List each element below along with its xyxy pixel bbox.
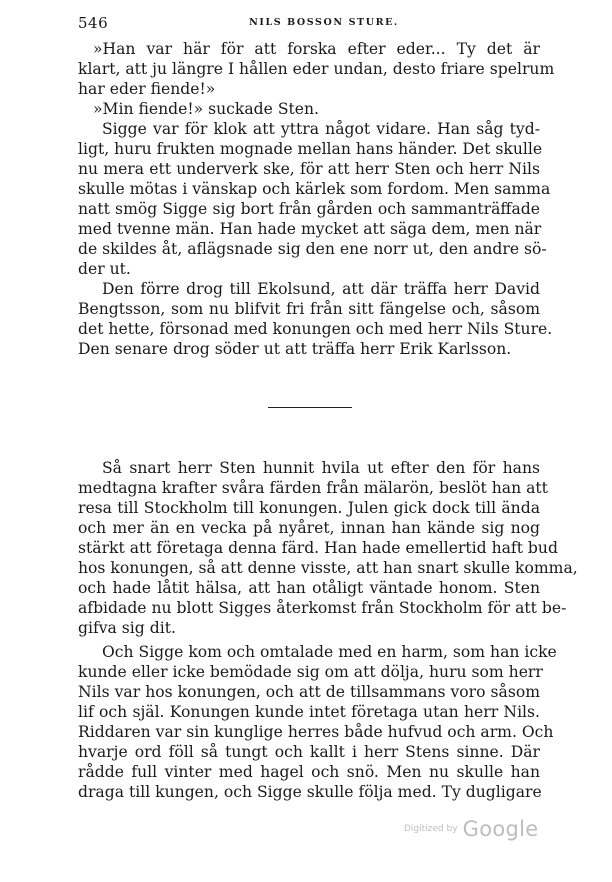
text-line: Och Sigge kom och omtalade med en harm, som han icke (102, 643, 557, 661)
google-logo: Google (462, 817, 539, 841)
text-line: hvarje ord föll så tungt och kallt i herr Stens sinne. Där (78, 743, 540, 761)
section-divider (268, 407, 352, 408)
text-line: lif och själ. Konungen kunde intet företaga utan herr Nils. (78, 703, 540, 721)
running-head: NILS BOSSON STURE. (249, 17, 399, 28)
text-line: klart, att ju längre I hållen eder undan, desto friare spelrum (78, 60, 555, 78)
text-line: kunde eller icke bemödade sig om att dölja, huru som herr (78, 663, 543, 681)
text-line: afbidade nu blott Sigges återkomst från Stockholm för att be- (78, 599, 567, 617)
text-line: »Han var här för att forska efter eder... Ty det är (93, 40, 540, 58)
text-line: har eder fiende!» (78, 80, 216, 98)
text-line: Nils var hos konungen, och att de tillsammans voro såsom (78, 683, 540, 701)
text-line: och mer än en vecka på nyåret, innan han kände sig nog (78, 519, 540, 537)
text-line: natt smög Sigge sig bort från gården och sammanträffade (78, 200, 540, 218)
text-line: de skildes åt, aflägsnade sig den ene norr ut, den andre sö- (78, 240, 547, 258)
text-line: hos konungen, så att denne visste, att han snart skulle komma, (78, 559, 578, 577)
text-line: Den förre drog till Ekolsund, att där träffa herr David (102, 280, 540, 298)
text-line: medtagna krafter svåra färden från mälarön, beslöt han att (78, 479, 548, 497)
text-line: der ut. (78, 260, 131, 278)
text-line: nu mera ett underverk ske, för att herr Sten och herr Nils (78, 160, 540, 178)
page-number: 546 (78, 14, 109, 32)
text-line: Den senare drog söder ut att träffa herr Erik Karlsson. (78, 340, 512, 358)
text-line: draga till kungen, och Sigge skulle följa med. Ty dugligare (78, 783, 542, 801)
text-line: Så snart herr Sten hunnit hvila ut efter den för hans (102, 459, 540, 477)
text-line: Bengtsson, som nu blifvit fri från sitt fängelse och, såsom (78, 300, 540, 318)
text-line: med tvenne män. Han hade mycket att säga dem, men när (78, 220, 542, 238)
text-line: skulle mötas i vänskap och kärlek som fordom. Men samma (78, 180, 551, 198)
text-line: Sigge var för klok att yttra något vidare. Han såg tyd- (102, 120, 540, 138)
text-line: gifva sig dit. (78, 619, 176, 637)
text-line: det hette, försonad med konungen och med herr Nils Sture. (78, 320, 553, 338)
text-line: resa till Stockholm till konungen. Julen gick dock till ända (78, 499, 540, 517)
text-line: Riddaren var sin kunglige herres både hufvud och arm. Och (78, 723, 554, 741)
digitized-watermark (404, 817, 539, 841)
text-line: rådde full vinter med hagel och snö. Men nu skulle han (78, 763, 540, 781)
text-line: »Min fiende!» suckade Sten. (93, 100, 320, 118)
text-line: och hade låtit hälsa, att han otåligt väntade honom. Sten (78, 579, 540, 597)
text-line: stärkt att företaga denna färd. Han hade emellertid haft bud (78, 539, 558, 557)
text-line: ligt, huru frukten mognade mellan hans händer. Det skulle (78, 140, 543, 158)
digitized-prefix: Digitized by (404, 824, 458, 834)
